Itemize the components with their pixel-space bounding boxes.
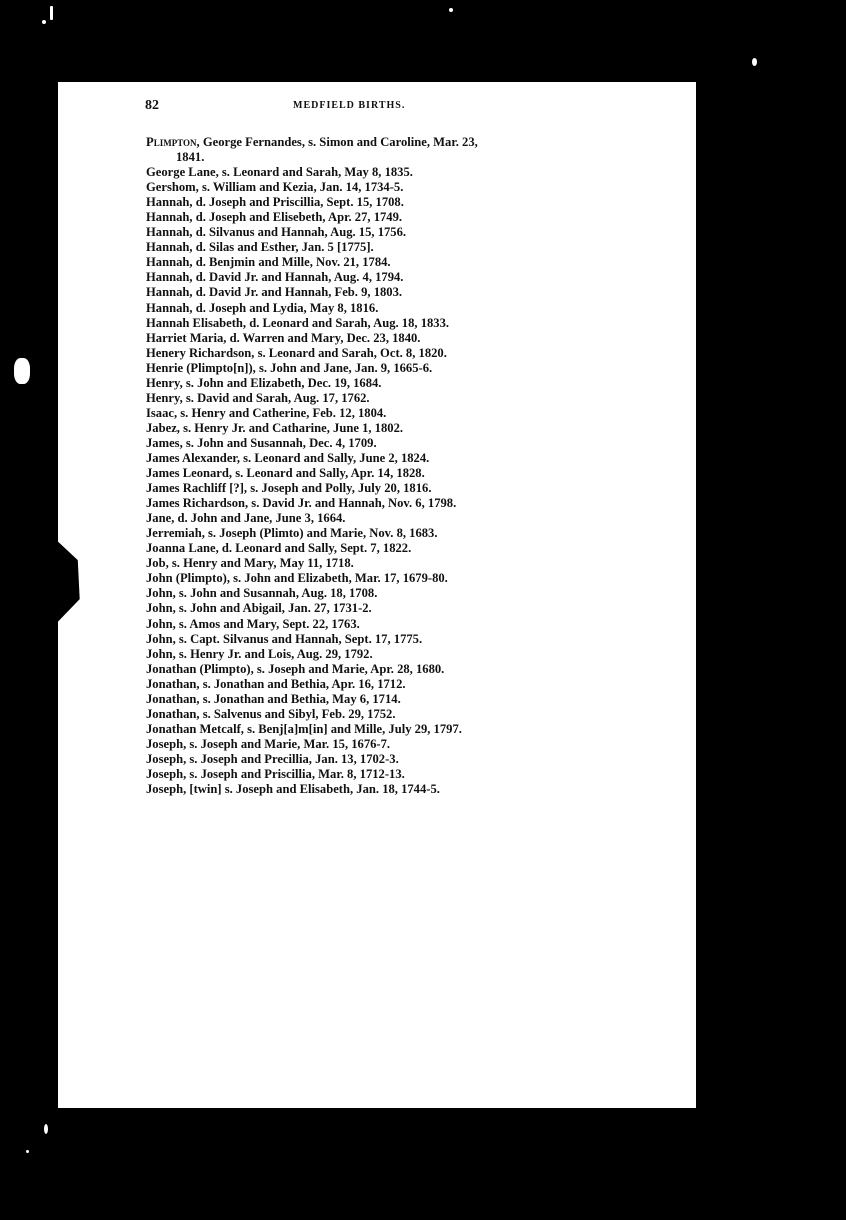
birth-entry: Jonathan, s. Jonathan and Bethia, Apr. 16, 1712.: [146, 676, 406, 691]
dust-speck: [752, 58, 757, 66]
birth-entry: Jane, d. John and Jane, June 3, 1664.: [146, 511, 346, 526]
birth-entry: Jonathan, s. Jonathan and Bethia, May 6, 1714.: [146, 691, 401, 706]
birth-entry: Gershom, s. William and Kezia, Jan. 14, 1734-5.: [146, 180, 404, 195]
birth-entry: Hannah, d. Joseph and Lydia, May 8, 1816.: [146, 300, 379, 315]
birth-entry: John, s. Amos and Mary, Sept. 22, 1763.: [146, 616, 360, 631]
dust-speck: [26, 1150, 29, 1153]
birth-entry: Hannah, d. Benjmin and Mille, Nov. 21, 1784.: [146, 255, 391, 270]
birth-entry: Jonathan Metcalf, s. Benj[a]m[in] and Mille, July 29, 1797.: [146, 721, 462, 736]
birth-entry: Jonathan (Plimpto), s. Joseph and Marie, Apr. 28, 1680.: [146, 661, 445, 676]
birth-entry: Isaac, s. Henry and Catherine, Feb. 12, 1804.: [146, 405, 387, 420]
birth-entry: James Rachliff [?], s. Joseph and Polly, July 20, 1816.: [146, 481, 432, 496]
birth-entry: Harriet Maria, d. Warren and Mary, Dec. 23, 1840.: [146, 330, 421, 345]
birth-entry: John (Plimpto), s. John and Elizabeth, Mar. 17, 1679-80.: [146, 571, 448, 586]
dust-speck: [44, 1124, 48, 1134]
birth-entry: James Leonard, s. Leonard and Sally, Apr. 14, 1828.: [146, 466, 425, 481]
birth-entry: John, s. Capt. Silvanus and Hannah, Sept. 17, 1775.: [146, 631, 423, 646]
birth-entry: John, s. John and Susannah, Aug. 18, 1708.: [146, 586, 378, 601]
birth-entry: George Lane, s. Leonard and Sarah, May 8, 1835.: [146, 165, 413, 180]
birth-entry: Joseph, [twin] s. Joseph and Elisabeth, Jan. 18, 1744-5.: [146, 782, 440, 797]
birth-entry: [146, 135, 586, 150]
birth-entry: Hannah Elisabeth, d. Leonard and Sarah, Aug. 18, 1833.: [146, 315, 450, 330]
birth-entry: John, s. Henry Jr. and Lois, Aug. 29, 1792.: [146, 646, 373, 661]
birth-entry: Joseph, s. Joseph and Precillia, Jan. 13, 1702-3.: [146, 751, 399, 766]
birth-entry: Jerremiah, s. Joseph (Plimto) and Marie, Nov. 8, 1683.: [146, 526, 438, 541]
birth-entry: James Richardson, s. David Jr. and Hannah, Nov. 6, 1798.: [146, 496, 457, 511]
surname-heading: Plimpton,: [146, 135, 200, 149]
birth-entry: Hannah, d. David Jr. and Hannah, Feb. 9, 1803.: [146, 285, 403, 300]
birth-entry: Jabez, s. Henry Jr. and Catharine, June 1, 1802.: [146, 420, 404, 435]
dust-speck: [449, 8, 453, 12]
entry-text: George Fernandes, s. Simon and Caroline, Mar. 23,: [199, 135, 478, 149]
birth-entry: Henry, s. John and Elizabeth, Dec. 19, 1684.: [146, 375, 382, 390]
birth-entry: Job, s. Henry and Mary, May 11, 1718.: [146, 556, 354, 571]
birth-entry: Jonathan, s. Salvenus and Sibyl, Feb. 29, 1752.: [146, 706, 396, 721]
birth-entry: Hannah, d. Silas and Esther, Jan. 5 [1775].: [146, 240, 374, 255]
page-number: 82: [145, 98, 159, 113]
birth-entry: Hannah, d. Silvanus and Hannah, Aug. 15, 1756.: [146, 225, 407, 240]
birth-entry: Joseph, s. Joseph and Marie, Mar. 15, 1676-7.: [146, 736, 391, 751]
birth-entries-list: [146, 135, 586, 797]
page-header: [145, 98, 445, 114]
birth-entry: James Alexander, s. Leonard and Sally, June 2, 1824.: [146, 450, 430, 465]
running-title: MEDFIELD BIRTHS.: [293, 100, 406, 111]
birth-entry: John, s. John and Abigail, Jan. 27, 1731-2.: [146, 601, 372, 616]
birth-entry: Henery Richardson, s. Leonard and Sarah, Oct. 8, 1820.: [146, 345, 447, 360]
birth-entry: Henry, s. David and Sarah, Aug. 17, 1762.: [146, 390, 370, 405]
birth-entry: Hannah, d. Joseph and Elisebeth, Apr. 27, 1749.: [146, 210, 403, 225]
dust-speck: [42, 20, 46, 24]
birth-entry: Joanna Lane, d. Leonard and Sally, Sept. 7, 1822.: [146, 541, 412, 556]
birth-entry: James, s. John and Susannah, Dec. 4, 1709.: [146, 435, 377, 450]
birth-entry-continuation: 1841.: [176, 150, 205, 165]
birth-entry: Henrie (Plimpto[n]), s. John and Jane, Jan. 9, 1665-6.: [146, 360, 433, 375]
birth-entry: Joseph, s. Joseph and Priscillia, Mar. 8, 1712-13.: [146, 766, 405, 781]
dust-speck: [14, 358, 30, 384]
birth-entry: Hannah, d. Joseph and Priscillia, Sept. 15, 1708.: [146, 195, 404, 210]
birth-entry: Hannah, d. David Jr. and Hannah, Aug. 4, 1794.: [146, 270, 404, 285]
dust-speck: [50, 6, 53, 20]
